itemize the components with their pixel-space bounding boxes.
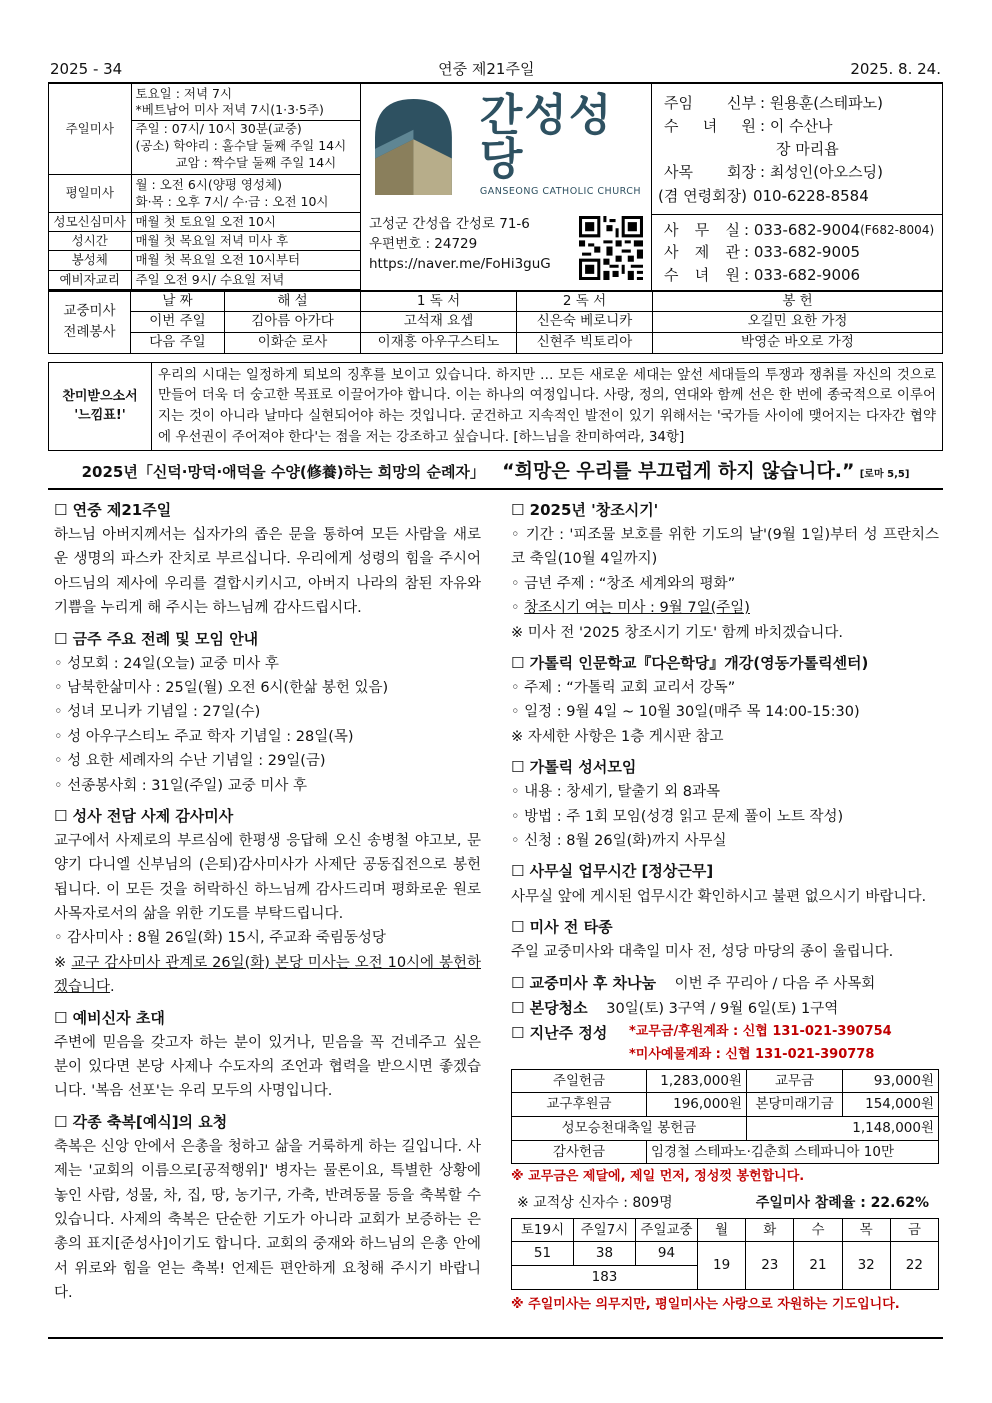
section-office-hours: [511, 859, 939, 909]
service-row-value: 매월 첫 토요일 오전 10시: [131, 212, 360, 231]
att-header: 주일7시: [574, 1218, 636, 1242]
section-tea: [511, 971, 939, 996]
sunday-mass-times: [131, 84, 360, 175]
list-item: ◦ 내용 : 창세기, 탈출기 외 8과목: [511, 784, 721, 801]
logo-wordmark: [479, 90, 651, 198]
section-title: ☐ 교중미사 후 차나눔: [511, 973, 657, 992]
offering-table: [511, 1069, 939, 1165]
liturgy-label: [49, 291, 131, 353]
section-body: 주변에 믿음을 갖고자 하는 분이 있거나, 믿음을 꼭 건네주고 싶은 분이 있다면 본당 사제나 수도자의 조언과 협력을 받으시면 좋겠습니다. '복음 선포'는 우리 모두의 사명입니다.: [54, 1034, 481, 1100]
list-item: ◦ 주제 : “가톨릭 교회 교리서 강독”: [511, 680, 736, 697]
fin-label: 성모승천대축일 봉헌금: [512, 1117, 747, 1141]
quote-text: 우리의 시대는 일정하게 퇴보의 징후를 보이고 있습니다. 하지만 … 모든 새로운 세대는 앞선 세대들의 투쟁과 쟁취를 자신의 것으로 만들어 더욱 더 숭고한 목표로 이끌어가야 합니다. 이는 하나의 여정입니다. 사랑, 정의, 연대와 함께 선은 한 번에 종국적으로 이루어지는 것이 아니라 날마다 실현되어야 하는 것입니다. 굳건하고 지속적인 발전이 있기 위해서는 '국가들 사이에 맺어지는 다자간 협약에 우선권이 주어져야 한다'는 점을 저는 강조하고 싶습니다. [하느님을 찬미하여라, 34항]: [158, 366, 936, 446]
section-body: 교구에서 사제로의 부르심에 한평생 응답해 오신 송병철 야고보, 문양기 다니엘 신부님의 (은퇴)감사미사가 사제단 공동집전으로 봉헌됩니다. 이 모든 것을 허락하신 하느님께 감사드리며 평화로운 원로사목자로서의 삶을 위한 기도를 부탁드립니다.: [54, 833, 481, 923]
att-value: 94: [636, 1242, 698, 1266]
list-item: ◦ 신청 : 8월 26일(화)까지 사무실: [511, 833, 727, 850]
weekday-line: 화·목 : 오후 7시/ 수·금 : 오전 10시: [135, 194, 329, 210]
sunday-line: 교암 : 짝수달 둘째 주일 14시: [175, 155, 337, 170]
section-thanksgiving-mass: [54, 804, 481, 1000]
address-line: 고성군 간성읍 간성로 71-6: [369, 215, 530, 232]
bottom-rule: [48, 1337, 943, 1339]
list-item: ◦ 금년 주제 : “창조 세계와의 평화”: [511, 575, 736, 592]
section-value: 30일(토) 3구역 / 9월 6일(토) 1구역: [606, 1000, 839, 1017]
contact-label: 사 무 실: [664, 220, 740, 239]
staff-name: : 최성인(아오스딩): [760, 163, 883, 182]
section-title: ☐ 예비신자 초대: [54, 1008, 165, 1027]
section-title: ☐ 각종 축복[예식]의 요청: [54, 1112, 228, 1131]
att-sunday-total: 183: [512, 1266, 698, 1290]
right-column: [511, 498, 939, 1316]
staff-role: 수 녀 원: [664, 116, 756, 135]
logo-korean-name: 간성성당: [479, 90, 614, 186]
week-title: 연중 제21주일: [438, 60, 535, 78]
fin-label: 교무금: [747, 1069, 843, 1093]
section-title: ☐ 금주 주요 전례 및 모임 안내: [54, 629, 259, 648]
section-bell: [511, 915, 939, 965]
section-title: ☐ 본당청소: [511, 998, 588, 1017]
bullet: ◦: [511, 600, 525, 617]
att-value: 32: [842, 1242, 890, 1289]
service-row-label: 성시간: [49, 232, 131, 251]
att-header: 화: [746, 1218, 794, 1242]
fin-label: 본당미래기금: [747, 1093, 843, 1117]
section-title: ☐ 가톨릭 인문학교『다은학당』개강(영동가톨릭센터): [511, 653, 869, 672]
liturgy-cell: 신현주 빅토리아: [517, 332, 653, 353]
contact-fax: (F682-8004): [860, 222, 935, 237]
liturgy-cell: 다음 주일: [131, 332, 225, 353]
attendance-summary: [511, 1192, 939, 1216]
note-underlined: 교구 감사미사 관계로 26일(화) 본당 미사는 오전 10시에 봉헌하겠습니다: [54, 954, 481, 996]
section-bible-study: [511, 755, 939, 853]
tithe-notice: ※ 교무금은 제달에, 제일 먼저, 정성껏 봉헌합니다.: [511, 1169, 805, 1185]
att-header: 수: [794, 1218, 842, 1242]
list-item: ◦ 성녀 모니카 기념일 : 27일(수): [54, 704, 261, 721]
banner-reference: [로마 5,5]: [859, 469, 910, 481]
service-row-label: 예비자교리: [49, 270, 131, 289]
encyclical-quote: [48, 362, 943, 452]
account-line: *미사예물계좌 : 신협 131-021-390778: [629, 1046, 875, 1062]
section-body: 사무실 앞에 게시된 업무시간 확인하시고 불편 없으시기 바랍니다.: [511, 888, 927, 905]
liturgy-label-line: 전례봉사: [63, 324, 116, 341]
att-value: 51: [512, 1242, 574, 1266]
section-value: 이번 주 꾸리아 / 다음 주 사목회: [674, 975, 876, 992]
section-humanities-school: [511, 651, 939, 749]
liturgy-header: 2 독 서: [517, 291, 653, 312]
contact-phone: : 033-682-9004: [744, 220, 861, 239]
underlined-text: 창조시기 여는 미사 : 9월 7일(주일): [524, 600, 750, 617]
att-value: 38: [574, 1242, 636, 1266]
list-item: ※ 자세한 사항은 1층 게시판 참고: [511, 728, 724, 745]
weekday-mass-label: 평일미사: [49, 174, 131, 212]
list-item: ◦ 기간 : '피조물 보호를 위한 기도의 날'(9월 1일)부터 성 프란치스코 축일(10월 4일까지): [511, 527, 939, 568]
fin-value: 1,283,000원: [647, 1069, 747, 1093]
section-title: ☐ 성사 전담 사제 감사미사: [54, 806, 234, 825]
attendance-table: [511, 1218, 939, 1290]
logo-english-name: GANSEONG CATHOLIC CHURCH: [479, 186, 642, 198]
note-mark: ※: [54, 954, 72, 971]
weekday-mass-notice: ※ 주일미사는 의무지만, 평일미사는 사랑으로 자원하는 기도입니다.: [511, 1296, 900, 1312]
weekday-mass-times: [131, 174, 360, 212]
list-item: ◦ 성모회 : 24일(오늘) 교중 미사 후: [54, 655, 279, 672]
section-title: ☐ 사무실 업무시간 [정상근무]: [511, 862, 714, 881]
fin-value: 93,000원: [843, 1069, 939, 1093]
service-schedule: [48, 84, 361, 290]
content-columns: [48, 498, 943, 1316]
staff-role: (겸 연령회장): [658, 186, 747, 205]
section-note: ※ 미사 전 '2025 창조시기 기도' 함께 바치겠습니다.: [511, 624, 844, 641]
section-cleaning: [511, 996, 939, 1021]
fin-label: 주일헌금: [512, 1069, 647, 1093]
staff-role: 주임 신부: [664, 93, 756, 112]
sunday-mass-label: 주일미사: [49, 84, 131, 175]
account-info: [629, 1021, 892, 1067]
liturgy-cell: 박영순 바오로 가정: [653, 332, 943, 353]
contact-phone: : 033-682-9006: [744, 265, 861, 284]
att-value: 19: [698, 1242, 746, 1289]
section-title: ☐ 지난주 정성: [511, 1024, 608, 1043]
att-header: 토19시: [512, 1218, 574, 1242]
church-logo: [361, 84, 651, 210]
liturgy-cell: 신은숙 베로니카: [517, 312, 653, 333]
staff-name: : 이 수산나: [760, 116, 833, 135]
att-header: 월: [698, 1218, 746, 1242]
section-body: 주일 교중미사와 대축일 미사 전, 성당 마당의 종이 울립니다.: [511, 944, 894, 961]
top-line: [48, 60, 943, 84]
section-body: 하느님 아버지께서는 십자가의 좁은 문을 통하여 모든 사람을 새로운 생명의 파스카 잔치로 부르십니다. 우리에게 성령의 힘을 주시어 아드님의 제사에 우리를 결합시키시고, 아버지 나라의 참된 자유와 기쁨을 누리게 해 주시는 하느님께 감사드립시다.: [54, 527, 481, 617]
logo-address-block: [361, 84, 652, 290]
section-title: ☐ 연중 제21주일: [54, 500, 172, 519]
sunday-line: *베트남어 미사 저녁 7시(1·3·5주): [135, 102, 324, 118]
list-item: ◦ 방법 : 주 1회 모임(성경 읽고 문제 풀이 노트 작성): [511, 808, 844, 825]
att-header: 금: [890, 1218, 938, 1242]
section-body: 축복은 신앙 안에서 은총을 청하고 삶을 거룩하게 하는 길입니다. 사제는 '교회의 이름으로[공적행위]' 병자는 물론이요, 특별한 상황에 놓인 사람, 성물, 차, 집, 땅, 농기구, 가축, 반려동물 등을 축복할 수 있습니다. 사제의 축복은 단순한 기도가 아니라 교회가 보증하는 은총의 표지[준성사]이기도 합니다. 교회의 중재와 하느님의 은총 안에서 위로와 힘을 얻는 축복! 언제든 편안하게 요청해 주시기 바랍니다.: [54, 1139, 481, 1302]
liturgy-header: 해 설: [225, 291, 361, 312]
note-end: .: [110, 979, 115, 996]
fin-label: 감사헌금: [512, 1140, 647, 1164]
sunday-line: 주일 : 07시/ 10시 30분(교중): [132, 120, 361, 138]
att-value: 21: [794, 1242, 842, 1289]
service-row-value: 매월 첫 목요일 저녁 미사 후: [131, 232, 360, 251]
section-title: ☐ 가톨릭 성서모임: [511, 758, 637, 777]
list-item: ◦ 선종봉사회 : 31일(주일) 교중 미사 후: [54, 777, 307, 794]
census-count: ※ 교적상 신자수 : 809명: [517, 1195, 673, 1212]
list-item: ◦ 성 아우구스티노 주교 학자 기념일 : 28일(목): [54, 728, 354, 745]
section-blessing: [54, 1110, 481, 1306]
section-title: ☐ 미사 전 타종: [511, 917, 613, 936]
att-value: 23: [746, 1242, 794, 1289]
church-emblem-icon: [375, 97, 452, 197]
liturgy-label-line: 교중미사: [63, 302, 116, 319]
section-weekly-guide: [54, 627, 481, 798]
liturgy-cell: 이화순 로사: [225, 332, 361, 353]
postal-code: 우편번호 : 24729: [369, 235, 478, 252]
service-row-value: 매월 첫 목요일 오전 10시부터: [131, 251, 360, 270]
service-row-label: 성모신심미사: [49, 212, 131, 231]
fin-value: 196,000원: [647, 1093, 747, 1117]
liturgy-cell: 이번 주일: [131, 312, 225, 333]
liturgy-header: 날 짜: [131, 291, 225, 312]
contact-label: 수 녀 원: [664, 265, 740, 284]
left-column: [54, 498, 481, 1316]
quote-label-title: 찬미받으소서: [62, 388, 138, 404]
fin-value: 임경철 스테파노·김춘희 스테파니아 10만: [647, 1140, 939, 1164]
issue-number: 2025 - 34: [50, 60, 123, 78]
banner-motto: “희망은 우리를 부끄럽게 하지 않습니다.”: [502, 460, 855, 483]
section-creation-season: [511, 498, 939, 645]
fin-value: 154,000원: [843, 1093, 939, 1117]
liturgy-cell: 오길민 요한 가정: [653, 312, 943, 333]
section-sunday: [54, 498, 481, 621]
service-row-label: 봉성체: [49, 251, 131, 270]
issue-date: 2025. 8. 24.: [850, 60, 941, 78]
liturgy-roster: [48, 291, 943, 354]
list-item: ◦ 일정 : 9월 4일 ~ 10월 30일(매주 목 14:00-15:30): [511, 704, 860, 721]
sunday-line: (공소) 학야리 : 홀수달 둘째 주일 14시: [135, 138, 347, 154]
staff-role: 사목 회장: [664, 163, 756, 182]
staff-phone: 010-6228-8584: [752, 186, 869, 205]
att-value: 22: [890, 1242, 938, 1289]
banner-theme: 2025년「신덕·망덕·애덕을 수양(修養)하는 희망의 순례자」: [81, 463, 485, 482]
bulletin-page: [48, 60, 943, 1316]
header-block: [48, 84, 943, 291]
att-header: 목: [842, 1218, 890, 1242]
liturgy-header: 1 독 서: [361, 291, 517, 312]
service-row-value: 주일 오전 9시/ 수요일 저녁: [131, 270, 360, 289]
liturgy-header: 봉 헌: [653, 291, 943, 312]
jubilee-banner: [48, 453, 943, 490]
address-block: [361, 210, 651, 284]
contact-numbers: [652, 214, 942, 287]
list-item: [511, 596, 939, 620]
staff-name: : 원용훈(스테파노): [760, 93, 883, 112]
contact-phone: : 033-682-9005: [744, 243, 861, 262]
map-link[interactable]: https://naver.me/FoHi3guG: [369, 256, 551, 272]
section-catechumen: [54, 1006, 481, 1104]
staff-name: 장 마리욥: [776, 140, 839, 158]
staff-contacts: [652, 84, 943, 290]
contact-label: 사 제 관: [664, 243, 740, 262]
list-item: ◦ 남북한삶미사 : 25일(월) 오전 6시(한삶 봉헌 있음): [54, 680, 389, 697]
liturgy-cell: 이재흥 아우구스티노: [361, 332, 517, 353]
list-item: ◦ 감사미사 : 8월 26일(화) 15시, 주교좌 죽림동성당: [54, 930, 386, 947]
section-offering: [511, 1021, 939, 1067]
list-item: ◦ 성 요한 세례자의 수난 기념일 : 29일(금): [54, 753, 326, 770]
liturgy-cell: 김아름 아가다: [225, 312, 361, 333]
att-header: 주일교중: [636, 1218, 698, 1242]
weekday-line: 월 : 오전 6시(양평 영성체): [135, 176, 282, 192]
quote-label: [49, 363, 152, 451]
section-note: [54, 951, 481, 1000]
fin-value: 1,148,000원: [747, 1117, 939, 1141]
account-line: *교무금/후원계좌 : 신협 131-021-390754: [629, 1024, 892, 1040]
attendance-rate: 주일미사 참례율 : 22.62%: [755, 1195, 929, 1212]
fin-label: 교구후원금: [512, 1093, 647, 1117]
section-title: ☐ 2025년 '창조시기': [511, 500, 659, 519]
liturgy-cell: 고석재 요셉: [361, 312, 517, 333]
sunday-line: 토요일 : 저녁 7시: [135, 85, 233, 101]
quote-label-sub: '느낌표!': [74, 408, 126, 424]
qr-code-icon[interactable]: [579, 216, 643, 280]
